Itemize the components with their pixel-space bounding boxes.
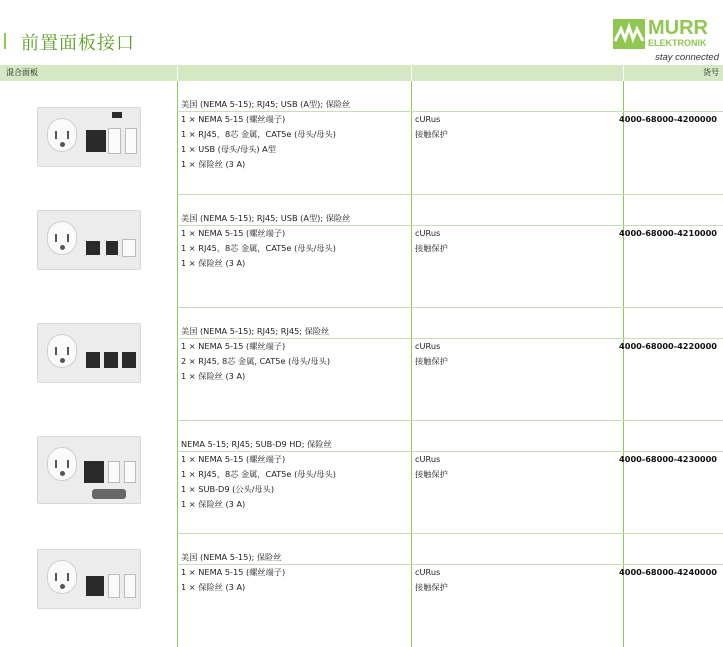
- nema-socket-icon: [47, 334, 77, 368]
- panel-image: [37, 323, 141, 383]
- spec-line: 1 × 保险丝 (3 A): [181, 499, 246, 509]
- cert-label: cURus: [415, 341, 441, 351]
- table-header: [0, 65, 723, 81]
- rj45-port-icon: [122, 352, 136, 368]
- spec-line: 1 × RJ45，8芯 金属，CAT5e (母头/母头): [181, 129, 336, 139]
- rj45-port-icon: [86, 352, 100, 368]
- protection-label: 接触保护: [415, 469, 448, 479]
- panel-image: [37, 107, 141, 167]
- header-col-description: [177, 65, 411, 81]
- cert-label: cURus: [415, 454, 441, 464]
- header-col-part-number: 货号: [623, 65, 723, 81]
- table-row: [0, 81, 723, 194]
- murr-logo-mark-icon: [613, 19, 645, 49]
- spec-line: 1 × 保险丝 (3 A): [181, 371, 246, 381]
- cert-label: cURus: [415, 567, 441, 577]
- protection-label: 接触保护: [415, 243, 448, 253]
- spec-line: 1 × 保险丝 (3 A): [181, 582, 246, 592]
- panel-image: [37, 210, 141, 270]
- usb-port-icon: [112, 112, 122, 118]
- spec-line: 1 × SUB-D9 (公头/母头): [181, 484, 275, 494]
- spec-line: 1 × NEMA 5-15 (螺丝端子): [181, 341, 286, 351]
- nema-socket-icon: [47, 447, 77, 481]
- protection-label: 接触保护: [415, 129, 448, 139]
- row-description: 美国 (NEMA 5-15); RJ45; USB (A型); 保险丝: [181, 99, 351, 109]
- cert-label: cURus: [415, 228, 441, 238]
- spec-line: 1 × RJ45，8芯 金属，CAT5e (母头/母头): [181, 243, 336, 253]
- protection-label: 接触保护: [415, 356, 448, 366]
- row-divider: [177, 194, 723, 195]
- nema-socket-icon: [47, 560, 77, 594]
- part-number: 4000-68000-4240000: [619, 567, 717, 577]
- part-number: 4000-68000-4210000: [619, 228, 717, 238]
- protection-label: 接触保护: [415, 582, 448, 592]
- row-description: 美国 (NEMA 5-15); RJ45; USB (A型); 保险丝: [181, 213, 351, 223]
- spec-line: 2 × RJ45, 8芯 金属, CAT5e (母头/母头): [181, 356, 331, 366]
- row-divider: [177, 533, 723, 534]
- rj45-port-icon: [86, 130, 106, 152]
- row-description: NEMA 5-15; RJ45; SUB-D9 HD; 保险丝: [181, 439, 332, 449]
- row-divider: [177, 338, 723, 339]
- page-title: 前置面板接口: [21, 33, 135, 54]
- row-description: 美国 (NEMA 5-15); RJ45; RJ45; 保险丝: [181, 326, 330, 336]
- module-icon: [125, 128, 137, 154]
- rj45-port-icon: [84, 461, 104, 483]
- tagline: stay connected: [655, 52, 719, 63]
- row-divider: [177, 225, 723, 226]
- module-icon: [124, 461, 136, 483]
- spec-line: 1 × 保险丝 (3 A): [181, 159, 246, 169]
- table-row: [0, 307, 723, 420]
- rj45-port-icon: [104, 352, 118, 368]
- panel-image: [37, 436, 141, 504]
- spec-line: 1 × NEMA 5-15 (螺丝端子): [181, 567, 286, 577]
- module-icon: [108, 128, 121, 154]
- nema-socket-icon: [47, 118, 77, 152]
- module-icon: [122, 239, 136, 257]
- spec-line: 1 × NEMA 5-15 (螺丝端子): [181, 454, 286, 464]
- module-icon: [108, 461, 120, 483]
- table-row: [0, 194, 723, 307]
- module-icon: [124, 574, 136, 598]
- module-icon: [108, 574, 120, 598]
- panel-image: [37, 549, 141, 609]
- table-row: [0, 533, 723, 646]
- table-row: [0, 420, 723, 533]
- spec-line: 1 × RJ45，8芯 金属，CAT5e (母头/母头): [181, 469, 336, 479]
- spec-line: 1 × NEMA 5-15 (螺丝端子): [181, 228, 286, 238]
- spec-line: 1 × 保险丝 (3 A): [181, 258, 246, 268]
- part-number: 4000-68000-4220000: [619, 341, 717, 351]
- logo-brand-text: MURR: [648, 17, 708, 39]
- rj45-port-icon: [86, 576, 104, 596]
- row-divider: [177, 307, 723, 308]
- part-number: 4000-68000-4200000: [619, 114, 717, 124]
- sub-d9-port-icon: [92, 489, 126, 499]
- page-header: [0, 0, 723, 66]
- rj45-port-icon: [86, 241, 100, 255]
- murr-logo: [613, 16, 719, 52]
- cert-label: cURus: [415, 114, 441, 124]
- row-description: 美国 (NEMA 5-15); 保险丝: [181, 552, 282, 562]
- nema-socket-icon: [47, 221, 77, 255]
- header-col-category: 混合面板: [6, 68, 38, 77]
- spec-line: 1 × USB (母头/母头) A型: [181, 144, 276, 154]
- title-accent-bar: [4, 33, 6, 49]
- header-col-cert: [411, 65, 623, 81]
- logo-sub-text: ELEKTRONIK: [648, 38, 707, 48]
- row-divider: [177, 111, 723, 112]
- spec-line: 1 × NEMA 5-15 (螺丝端子): [181, 114, 286, 124]
- part-number: 4000-68000-4230000: [619, 454, 717, 464]
- row-divider: [177, 420, 723, 421]
- row-divider: [177, 451, 723, 452]
- rj45-port-icon: [106, 241, 118, 255]
- row-divider: [177, 564, 723, 565]
